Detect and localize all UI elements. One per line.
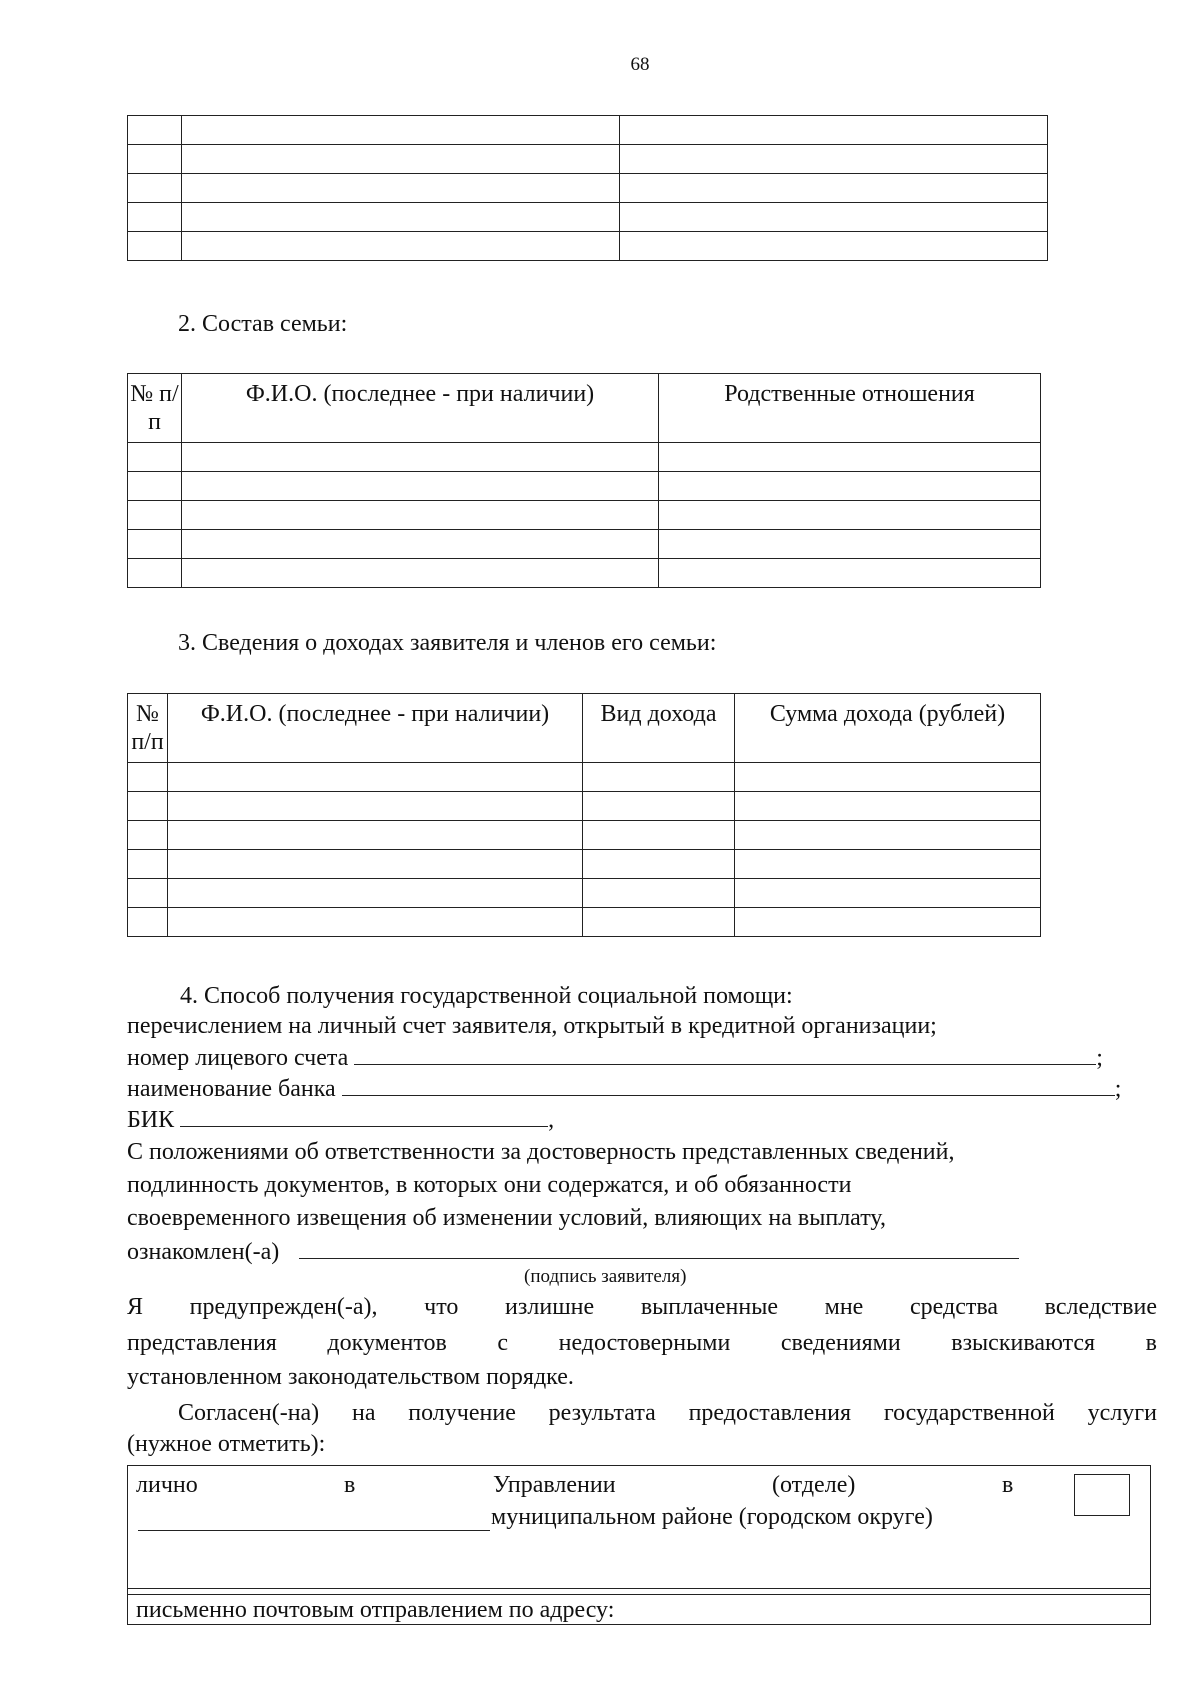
table-cell[interactable] xyxy=(128,792,168,821)
table-cell[interactable] xyxy=(659,501,1041,530)
table-cell[interactable] xyxy=(182,232,620,261)
bik-label: БИК xyxy=(127,1107,175,1133)
header-name: Ф.И.О. (последнее - при наличии) xyxy=(182,374,659,443)
bik-row xyxy=(127,1106,554,1134)
table-cell[interactable] xyxy=(620,232,1048,261)
table-cell[interactable] xyxy=(182,203,620,232)
header-number: № п/п xyxy=(128,374,182,443)
header-income-type: Вид дохода xyxy=(583,694,735,763)
table-cell[interactable] xyxy=(620,145,1048,174)
table-row xyxy=(128,530,1041,559)
table-row xyxy=(128,232,1048,261)
semicolon: ; xyxy=(1096,1045,1103,1071)
in-person-word: в xyxy=(344,1472,356,1498)
bank-name-field[interactable] xyxy=(342,1075,1115,1096)
table-row xyxy=(128,145,1048,174)
table-cell[interactable] xyxy=(168,792,583,821)
comma: , xyxy=(548,1107,555,1133)
consent-line-2: (нужное отметить): xyxy=(127,1431,326,1457)
in-person-word: Управлении xyxy=(493,1472,616,1498)
account-number-field[interactable] xyxy=(354,1044,1096,1065)
table-cell[interactable] xyxy=(583,879,735,908)
notice-line-1: С положениями об ответственности за достоверность представленных сведений, xyxy=(127,1139,955,1165)
section3-title: 3. Сведения о доходах заявителя и членов его семьи: xyxy=(178,630,717,656)
table-cell[interactable] xyxy=(128,145,182,174)
table-cell[interactable] xyxy=(182,145,620,174)
table-cell[interactable] xyxy=(659,559,1041,588)
warning-line-3: установленном законодательством порядке. xyxy=(127,1364,574,1390)
family-table xyxy=(127,373,1041,588)
table-cell[interactable] xyxy=(583,908,735,937)
table-row xyxy=(128,203,1048,232)
warning-line-2: представления документов с недостоверными сведениями взыскиваются в xyxy=(127,1330,1157,1356)
table-cell[interactable] xyxy=(182,174,620,203)
notice-line-2: подлинность документов, в которых они содержатся, и об обязанности xyxy=(127,1172,852,1198)
table-cell[interactable] xyxy=(128,501,182,530)
table-row xyxy=(128,792,1041,821)
page-number: 68 xyxy=(630,54,650,75)
header-name: Ф.И.О. (последнее - при наличии) xyxy=(168,694,583,763)
income-table xyxy=(127,693,1041,937)
table-cell[interactable] xyxy=(583,763,735,792)
table-row xyxy=(128,821,1041,850)
bank-name-row xyxy=(127,1075,1121,1103)
table-cell[interactable] xyxy=(128,530,182,559)
table-cell[interactable] xyxy=(735,763,1041,792)
table-cell[interactable] xyxy=(620,116,1048,145)
consent-line-1: Согласен(-на) на получение результата предоставления государственной услуги xyxy=(178,1400,1157,1426)
table-cell[interactable] xyxy=(168,850,583,879)
table-row xyxy=(128,908,1041,937)
table-cell[interactable] xyxy=(128,763,168,792)
table-cell[interactable] xyxy=(182,559,659,588)
section2-title: 2. Состав семьи: xyxy=(178,311,348,337)
notice-line-3: своевременного извещения об изменении условий, влияющих на выплату, xyxy=(127,1205,886,1231)
table-cell[interactable] xyxy=(583,821,735,850)
table-header-row xyxy=(128,374,1041,443)
table-cell[interactable] xyxy=(735,821,1041,850)
table-row xyxy=(128,879,1041,908)
bank-name-label: наименование банка xyxy=(127,1076,336,1102)
table-cell[interactable] xyxy=(620,174,1048,203)
in-person-checkbox[interactable] xyxy=(1074,1474,1130,1516)
table-row xyxy=(128,472,1041,501)
table-cell[interactable] xyxy=(128,232,182,261)
table-cell[interactable] xyxy=(659,443,1041,472)
table-cell[interactable] xyxy=(583,792,735,821)
account-number-label: номер лицевого счета xyxy=(127,1045,349,1071)
table-cell[interactable] xyxy=(182,530,659,559)
in-person-line-2: муниципальном районе (городском округе) xyxy=(491,1504,933,1530)
table-cell[interactable] xyxy=(168,763,583,792)
header-income-sum: Сумма дохода (рублей) xyxy=(735,694,1041,763)
divider xyxy=(128,1594,1150,1595)
municipality-field[interactable] xyxy=(138,1504,490,1531)
table-row xyxy=(128,174,1048,203)
table-cell[interactable] xyxy=(128,472,182,501)
table-cell[interactable] xyxy=(128,879,168,908)
table-cell[interactable] xyxy=(168,879,583,908)
semicolon: ; xyxy=(1114,1076,1122,1102)
bik-field[interactable] xyxy=(180,1106,548,1127)
signature-caption: (подпись заявителя) xyxy=(524,1266,687,1287)
continuation-table xyxy=(127,115,1048,261)
warning-line-1: Я предупрежден(-а), что излишне выплаченные мне средства вследствие xyxy=(127,1294,1157,1320)
table-row xyxy=(128,116,1048,145)
table-cell[interactable] xyxy=(583,850,735,879)
signature-field[interactable] xyxy=(299,1238,1019,1259)
table-cell[interactable] xyxy=(128,443,182,472)
table-cell[interactable] xyxy=(735,879,1041,908)
table-cell[interactable] xyxy=(659,472,1041,501)
table-cell[interactable] xyxy=(182,116,620,145)
table-cell[interactable] xyxy=(128,821,168,850)
table-cell[interactable] xyxy=(168,821,583,850)
table-cell[interactable] xyxy=(128,908,168,937)
in-person-word: (отделе) xyxy=(772,1472,856,1498)
delivery-options-box xyxy=(127,1465,1151,1625)
table-cell[interactable] xyxy=(182,501,659,530)
in-person-word: лично xyxy=(136,1472,198,1498)
table-cell[interactable] xyxy=(735,850,1041,879)
table-cell[interactable] xyxy=(659,530,1041,559)
table-header-row xyxy=(128,694,1041,763)
table-row xyxy=(128,443,1041,472)
acknowledged-row xyxy=(127,1238,1019,1266)
in-person-word: в xyxy=(1002,1472,1014,1498)
account-number-row xyxy=(127,1044,1103,1072)
table-cell[interactable] xyxy=(735,908,1041,937)
transfer-method-line: перечислением на личный счет заявителя, открытый в кредитной организации; xyxy=(127,1013,937,1039)
table-cell[interactable] xyxy=(168,908,583,937)
table-cell[interactable] xyxy=(128,850,168,879)
table-cell[interactable] xyxy=(735,792,1041,821)
table-row xyxy=(128,501,1041,530)
table-cell[interactable] xyxy=(128,559,182,588)
divider xyxy=(128,1588,1150,1589)
table-row xyxy=(128,763,1041,792)
by-mail-option[interactable]: письменно почтовым отправлением по адресу: xyxy=(136,1597,615,1623)
header-relation: Родственные отношения xyxy=(659,374,1041,443)
table-cell[interactable] xyxy=(182,472,659,501)
table-cell[interactable] xyxy=(620,203,1048,232)
section4-title: 4. Способ получения государственной социальной помощи: xyxy=(180,983,793,1009)
table-row xyxy=(128,850,1041,879)
table-cell[interactable] xyxy=(128,116,182,145)
acknowledged-label: ознакомлен(-а) xyxy=(127,1239,280,1265)
table-cell[interactable] xyxy=(128,203,182,232)
header-number: № п/п xyxy=(128,694,168,763)
table-cell[interactable] xyxy=(128,174,182,203)
table-row xyxy=(128,559,1041,588)
table-cell[interactable] xyxy=(182,443,659,472)
